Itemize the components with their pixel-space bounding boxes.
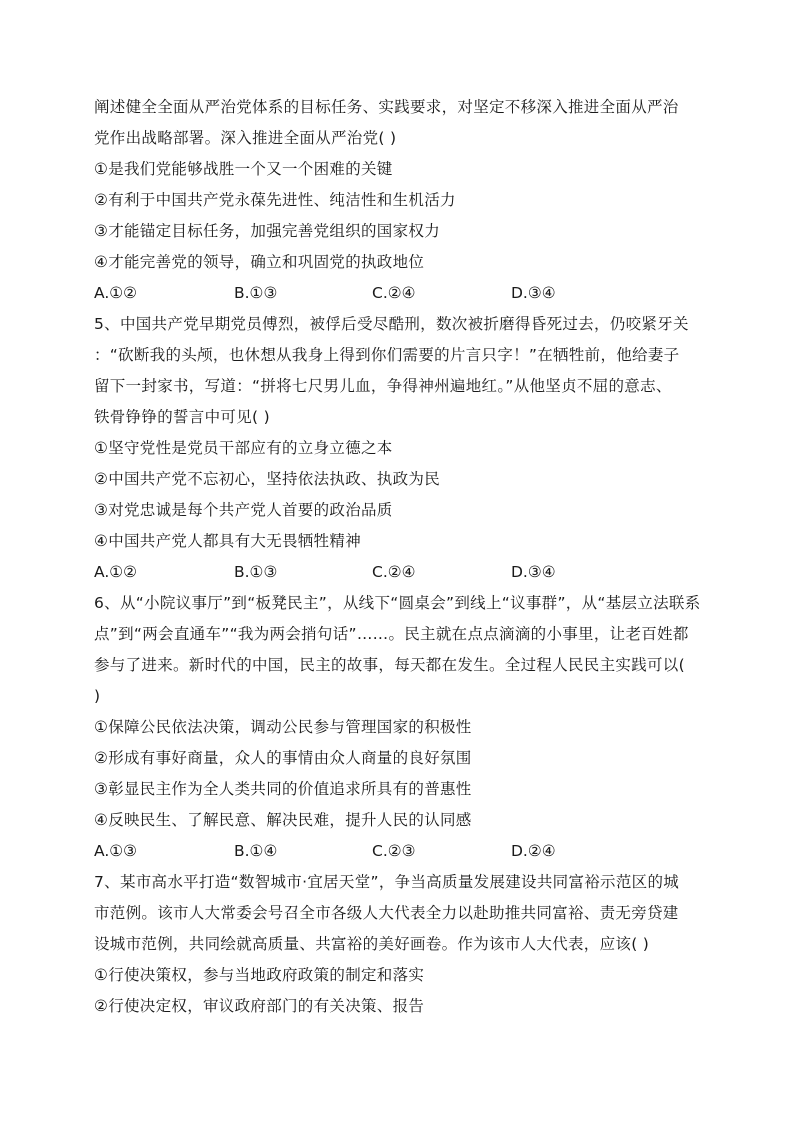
q4-answer-options — [94, 278, 708, 309]
q5-item-3: ③对党忠诚是每个共产党人首要的政治品质 — [94, 501, 393, 519]
q5-option-b: B.①③ — [234, 563, 278, 581]
q6-item-2: ②形成有事好商量，众人的事情由众人商量的良好氛围 — [94, 749, 472, 767]
q5-answer-options — [94, 557, 708, 588]
q6-item-3: ③彰显民主作为全人类共同的价值追求所具有的普惠性 — [94, 780, 472, 798]
q5-stem-line: 留下一封家书，写道：“拼将七尺男儿血，争得神州遍地红。”从他坚贞不屈的意志、 — [94, 377, 672, 395]
q5-item-1: ①坚守党性是党员干部应有的立身立德之本 — [94, 439, 393, 457]
q5-stem-line: 5、中国共产党早期党员傅烈，被俘后受尽酷刑，数次被折磨得昏死过去，仍咬紧牙关 — [94, 315, 689, 333]
q5-option-d: D.③④ — [511, 563, 556, 581]
q7-item-1: ①行使决策权，参与当地政府政策的制定和落实 — [94, 966, 425, 984]
q7-stem-line: 7、某市高水平打造“数智城市·宜居天堂”，争当高质量发展建设共同富裕示范区的城 — [94, 873, 680, 891]
q4-option-c: C.②④ — [372, 284, 416, 302]
q6-stem-line: 参与了进来。新时代的中国，民主的故事，每天都在发生。全过程人民民主实践可以( — [94, 656, 685, 674]
q6-stem-line: 6、从“小院议事厅”到“板凳民主”，从线下“圆桌会”到线上“议事群”，从“基层立法联系 — [94, 594, 701, 612]
q5-stem-line: ：“砍断我的头颅，也休想从我身上得到你们需要的片言只字！”在牺牲前，他给妻子 — [94, 346, 680, 364]
q4-item-3: ③才能锚定目标任务，加强完善党组织的国家权力 — [94, 222, 440, 240]
q5-item-2: ②中国共产党不忘初心，坚持依法执政、执政为民 — [94, 470, 440, 488]
q5-option-c: C.②④ — [372, 563, 416, 581]
q4-option-b: B.①③ — [234, 284, 278, 302]
q4-item-2: ②有利于中国共产党永葆先进性、纯洁性和生机活力 — [94, 191, 456, 209]
q6-item-1: ①保障公民依法决策，调动公民参与管理国家的积极性 — [94, 718, 472, 736]
q7-stem-line: 设城市范例，共同绘就高质量、共富裕的美好画卷。作为该市人大代表，应该( ) — [94, 935, 650, 953]
q6-stem-line: 点”到“两会直通车”“我为两会捎句话”……。民主就在点点滴滴的小事里，让老百姓都 — [94, 625, 689, 643]
q6-item-4: ④反映民生、了解民意、解决民难，提升人民的认同感 — [94, 811, 472, 829]
q4-option-d: D.③④ — [511, 284, 556, 302]
q6-answer-options — [94, 836, 708, 867]
q4-item-1: ①是我们党能够战胜一个又一个困难的关键 — [94, 160, 393, 178]
q6-option-a: A.①③ — [94, 842, 138, 860]
q6-option-c: C.②③ — [372, 842, 416, 860]
q4-item-4: ④才能完善党的领导，确立和巩固党的执政地位 — [94, 253, 425, 271]
q6-option-d: D.②④ — [511, 842, 556, 860]
q4-stem-line: 党作出战略部署。深入推进全面从严治党( ) — [94, 129, 397, 147]
q5-option-a: A.①② — [94, 563, 138, 581]
q4-stem-line: 阐述健全全面从严治党体系的目标任务、实践要求，对坚定不移深入推进全面从严治 — [94, 98, 679, 116]
q5-stem-line: 铁骨铮铮的誓言中可见( ) — [94, 408, 270, 426]
q7-item-2: ②行使决定权，审议政府部门的有关决策、报告 — [94, 997, 425, 1015]
question-content — [94, 92, 708, 1022]
q6-option-b: B.①④ — [234, 842, 278, 860]
q7-stem-line: 市范例。该市人大常委会号召全市各级人大代表全力以赴助推共同富裕、责无旁贷建 — [94, 904, 679, 922]
q5-item-4: ④中国共产党人都具有大无畏牺牲精神 — [94, 532, 361, 550]
q4-option-a: A.①② — [94, 284, 138, 302]
q6-stem-line: ) — [94, 687, 101, 705]
